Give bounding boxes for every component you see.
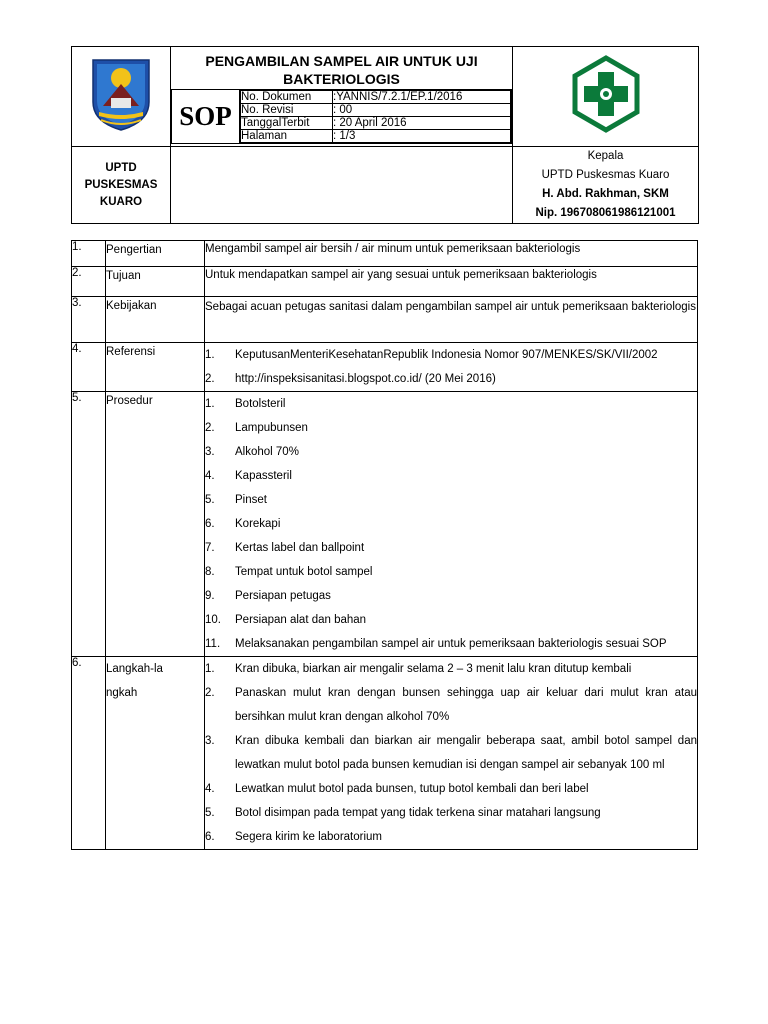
meta-key: TanggalTerbit bbox=[241, 116, 333, 129]
section-row-langkah bbox=[72, 657, 698, 850]
list-item: 10. Persiapan alat dan bahan bbox=[205, 614, 367, 626]
organization-line: KUARO bbox=[99, 195, 143, 208]
steps-list bbox=[205, 657, 697, 849]
list-item: 9. Persiapan petugas bbox=[205, 590, 331, 602]
section-label: Tujuan bbox=[106, 267, 205, 297]
section-body bbox=[205, 267, 698, 297]
section-row-referensi bbox=[72, 343, 698, 392]
meta-value: : 00 bbox=[333, 103, 511, 116]
meta-key: No. Dokumen bbox=[241, 90, 333, 103]
section-label: Referensi bbox=[106, 343, 205, 392]
organization-line: PUSKESMAS bbox=[84, 178, 158, 191]
list-item: 3. Alkohol 70% bbox=[205, 446, 299, 458]
list-item: 5. Botol disimpan pada tempat yang tidak terkena sinar matahari langsung bbox=[205, 807, 601, 819]
section-text: Mengambil sampel air bersih / air minum untuk pemeriksaan bakteriologis bbox=[205, 243, 581, 255]
document-title: PENGAMBILAN SAMPEL AIR UNTUK UJI BAKTERIOLOGIS bbox=[205, 52, 478, 87]
section-text: Sebagai acuan petugas sanitasi dalam pengambilan sampel air untuk pemeriksaan bakteriologis bbox=[205, 301, 696, 313]
puskesmas-logo-icon bbox=[566, 54, 646, 134]
meta-row-issue-date bbox=[241, 116, 511, 129]
list-item: 1. Kran dibuka, biarkan air mengalir selama 2 – 3 menit lalu kran ditutup kembali bbox=[205, 663, 632, 675]
section-body bbox=[205, 657, 698, 850]
list-item: 7. Kertas label dan ballpoint bbox=[205, 542, 365, 554]
meta-value: : 1/3 bbox=[333, 129, 511, 142]
section-row-tujuan bbox=[72, 267, 698, 297]
section-row-pengertian bbox=[72, 241, 698, 267]
list-item: 5. Pinset bbox=[205, 494, 267, 506]
list-item: 8. Tempat untuk botol sampel bbox=[205, 566, 373, 578]
list-item: 6. Korekapi bbox=[205, 518, 281, 530]
section-number: 2. bbox=[72, 267, 106, 297]
list-item: 1. KeputusanMenteriKesehatanRepublik Indonesia Nomor 907/MENKES/SK/VII/2002 bbox=[205, 349, 658, 361]
procedure-list bbox=[205, 392, 697, 656]
meta-key: Halaman bbox=[241, 129, 333, 142]
list-item: 2. Panaskan mulut kran dengan bunsen sehingga uap air keluar dari mulut kran atau bersihkan mulut kran dengan alkohol 70% bbox=[205, 687, 697, 723]
approver-name: H. Abd. Rakhman, SKM bbox=[542, 188, 669, 200]
sop-content-table bbox=[71, 240, 698, 850]
list-item: 1. Botolsteril bbox=[205, 398, 286, 410]
section-row-kebijakan bbox=[72, 297, 698, 343]
sop-header-table bbox=[71, 46, 699, 224]
title-cell bbox=[171, 47, 513, 147]
section-number: 4. bbox=[72, 343, 106, 392]
section-number: 6. bbox=[72, 657, 106, 850]
meta-row-revision bbox=[241, 103, 511, 116]
meta-block bbox=[171, 89, 512, 144]
section-row-prosedur bbox=[72, 392, 698, 657]
meta-value: :YANNIS/7.2.1/EP.1/2016 bbox=[333, 90, 511, 103]
section-body bbox=[205, 241, 698, 267]
reference-list bbox=[205, 343, 697, 391]
list-item: 4. Lewatkan mulut botol pada bunsen, tutup botol kembali dan beri label bbox=[205, 783, 589, 795]
sop-label: SOP bbox=[172, 89, 240, 143]
organization-cell bbox=[72, 147, 171, 224]
regency-emblem-cell bbox=[72, 47, 171, 147]
organization-line: UPTD bbox=[105, 161, 137, 174]
meta-key: No. Revisi bbox=[241, 103, 333, 116]
section-label: Pengertian bbox=[106, 241, 205, 267]
regency-emblem-icon bbox=[89, 56, 153, 132]
list-item: 11. Melaksanakan pengambilan sampel air untuk pemeriksaan bakteriologis sesuai SOP bbox=[205, 638, 667, 650]
list-item: 3. Kran dibuka kembali dan biarkan air mengalir beberapa saat, ambil botol sampel dan lewatkan mulut botol pada bunsen kemudian isi dengan sampel air sebanyak 100 ml bbox=[205, 735, 697, 771]
approver-role: Kepala bbox=[587, 150, 624, 162]
section-body bbox=[205, 297, 698, 343]
list-item: 6. Segera kirim ke laboratorium bbox=[205, 831, 383, 843]
section-number: 5. bbox=[72, 392, 106, 657]
section-text: Untuk mendapatkan sampel air yang sesuai untuk pemeriksaan bakteriologis bbox=[205, 269, 597, 281]
approver-nip: Nip. 196708061986121001 bbox=[535, 207, 676, 219]
list-item: 2. Lampubunsen bbox=[205, 422, 308, 434]
section-label: Prosedur bbox=[106, 392, 205, 657]
list-item: 2. http://inspeksisanitasi.blogspot.co.id/ (20 Mei 2016) bbox=[205, 373, 496, 385]
section-body bbox=[205, 343, 698, 392]
meta-value: : 20 April 2016 bbox=[333, 116, 511, 129]
list-item: 4. Kapassteril bbox=[205, 470, 292, 482]
document-meta-table bbox=[240, 90, 511, 143]
meta-row-page bbox=[241, 129, 511, 142]
meta-row-document-number bbox=[241, 90, 511, 103]
signature-space-cell bbox=[171, 147, 513, 224]
section-number: 3. bbox=[72, 297, 106, 343]
puskesmas-logo-cell bbox=[513, 47, 699, 147]
approver-cell bbox=[513, 147, 699, 224]
section-body bbox=[205, 392, 698, 657]
section-label: Kebijakan bbox=[106, 297, 205, 343]
section-number: 1. bbox=[72, 241, 106, 267]
section-label: Langkah-langkah bbox=[106, 657, 205, 850]
approver-organization: UPTD Puskesmas Kuaro bbox=[541, 169, 670, 181]
